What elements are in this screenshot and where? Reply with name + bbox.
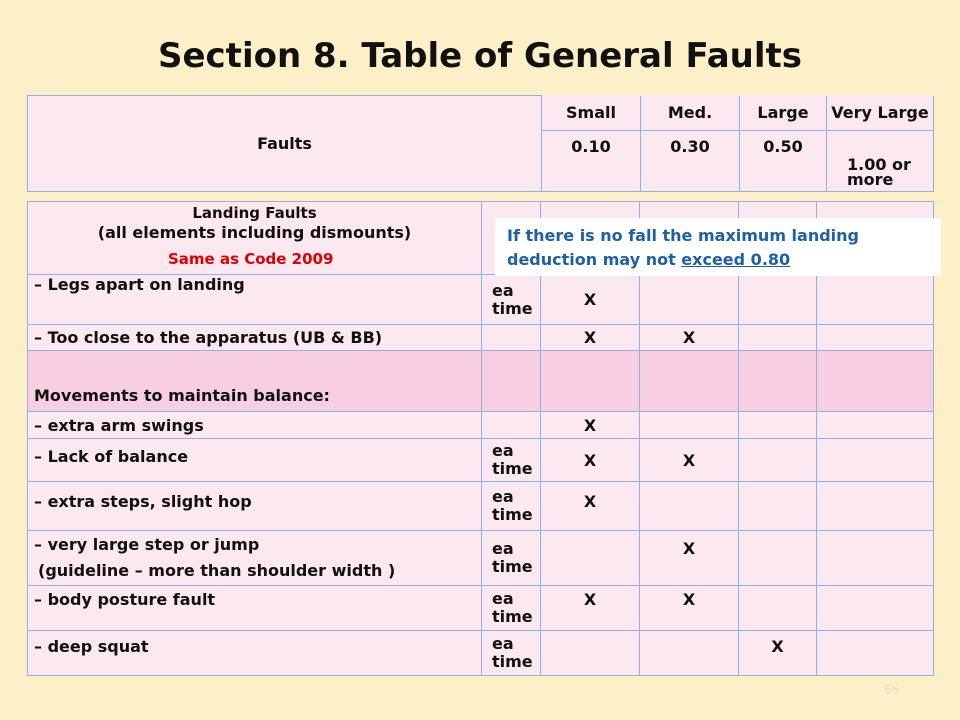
landing-heading-cell <box>28 202 482 275</box>
fault-legs-apart: – Legs apart on landing <box>28 275 482 325</box>
unit-cell: ea time <box>482 275 541 325</box>
mark-large <box>739 275 817 325</box>
mark-med: X <box>640 586 739 631</box>
mark-very-large <box>817 586 934 631</box>
value-large: 0.50 <box>740 131 827 192</box>
mark-large: X <box>739 631 817 676</box>
mark-very-large <box>817 275 934 325</box>
value-med: 0.30 <box>641 131 740 192</box>
unit-cell: ea time <box>482 586 541 631</box>
mark-small: X <box>541 412 640 439</box>
mark-small <box>541 531 640 586</box>
mark-very-large <box>817 325 934 351</box>
mark-large <box>739 439 817 482</box>
table-row <box>28 325 934 351</box>
mark-med: X <box>640 531 739 586</box>
mark-med: X <box>640 325 739 351</box>
mark-very-large <box>817 482 934 531</box>
table-row <box>28 439 934 482</box>
mark-med <box>640 482 739 531</box>
mark-small: X <box>541 275 640 325</box>
fault-very-large-step: – very large step or jump <box>34 535 260 554</box>
callout-underlined: exceed 0.80 <box>681 250 791 269</box>
section-movements: Movements to maintain balance: <box>28 351 482 412</box>
mark-small: X <box>541 325 640 351</box>
unit-cell: ea time <box>482 482 541 531</box>
fault-guideline: (guideline – more than shoulder width ) <box>38 561 396 580</box>
table-row <box>28 412 934 439</box>
landing-deduction-callout <box>495 218 941 276</box>
fault-too-close: – Too close to the apparatus (UB & BB) <box>28 325 482 351</box>
unit-cell <box>482 325 541 351</box>
landing-subheading: (all elements including dismounts) <box>97 223 412 242</box>
table-row <box>28 275 934 325</box>
mark-large <box>739 531 817 586</box>
mark-small <box>541 631 640 676</box>
mark-large <box>739 325 817 351</box>
mark-large <box>739 412 817 439</box>
mark-med <box>640 275 739 325</box>
value-small: 0.10 <box>542 131 641 192</box>
fault-lack-of-balance: – Lack of balance <box>28 439 482 482</box>
page-number: 66 <box>884 683 900 697</box>
header-table <box>27 95 934 192</box>
mark-small: X <box>541 586 640 631</box>
table-row <box>28 351 934 412</box>
faults-header: Faults <box>28 96 542 192</box>
page-title: Section 8. Table of General Faults <box>157 36 802 76</box>
fault-deep-squat: – deep squat <box>28 631 482 676</box>
mark-very-large <box>817 412 934 439</box>
mark-large <box>739 482 817 531</box>
category-med: Med. <box>641 96 740 131</box>
unit-cell: ea time <box>482 439 541 482</box>
unit-cell <box>482 412 541 439</box>
value-very-large: 1.00 or more <box>827 131 934 192</box>
mark-very-large <box>817 531 934 586</box>
fault-extra-steps: – extra steps, slight hop <box>28 482 482 531</box>
mark-med <box>640 412 739 439</box>
table-row <box>28 482 934 531</box>
category-small: Small <box>542 96 641 131</box>
category-large: Large <box>740 96 827 131</box>
callout-text: If there is no fall the maximum landing deduction may not <box>507 226 860 269</box>
fault-large-step-cell <box>28 531 482 586</box>
mark-small: X <box>541 439 640 482</box>
landing-heading: Landing Faults <box>192 204 317 222</box>
mark-med <box>640 631 739 676</box>
mark-very-large <box>817 439 934 482</box>
mark-small: X <box>541 482 640 531</box>
table-row <box>28 531 934 586</box>
fault-body-posture: – body posture fault <box>28 586 482 631</box>
mark-very-large <box>817 631 934 676</box>
unit-cell: ea time <box>482 631 541 676</box>
same-as-code-note: Same as Code 2009 <box>168 250 334 268</box>
table-row <box>28 586 934 631</box>
fault-extra-arm-swings: – extra arm swings <box>28 412 482 439</box>
mark-large <box>739 586 817 631</box>
table-row <box>28 631 934 676</box>
mark-med: X <box>640 439 739 482</box>
category-very-large: Very Large <box>827 96 934 131</box>
unit-cell: ea time <box>482 531 541 586</box>
